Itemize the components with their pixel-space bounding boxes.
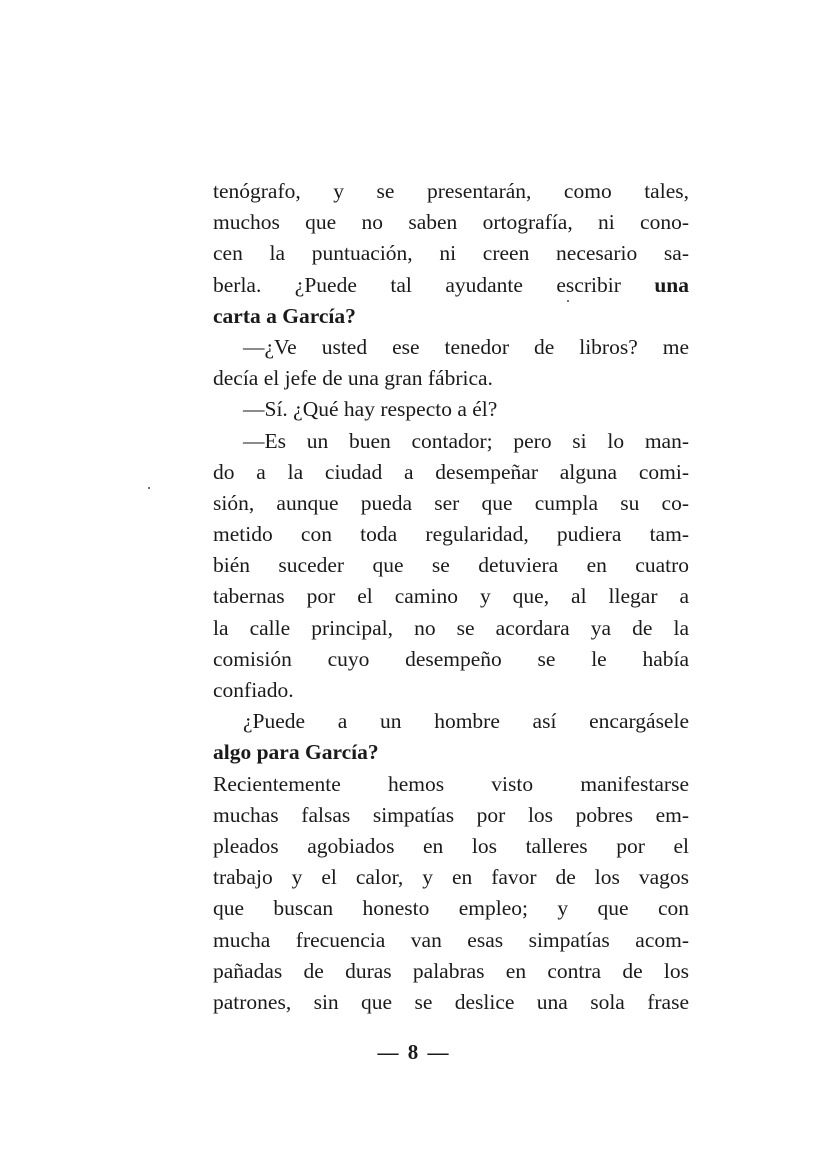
text-segment: comisión cuyo desempeño se le había	[213, 646, 689, 671]
text-line	[213, 613, 689, 644]
page-number: — 8 —	[377, 1040, 451, 1064]
text-segment: Recientemente hemos visto manifestarse	[213, 771, 689, 796]
text-line	[213, 426, 689, 457]
body-text	[213, 176, 689, 1018]
text-segment: —Sí. ¿Qué hay respecto a él?	[243, 397, 498, 422]
text-line	[213, 270, 689, 301]
text-segment: que buscan honesto empleo; y que con	[213, 896, 689, 921]
bold-text-segment: una	[654, 272, 689, 297]
text-line	[213, 488, 689, 519]
text-line	[213, 831, 689, 862]
text-line	[213, 737, 689, 768]
text-line	[213, 769, 689, 800]
text-segment: do a la ciudad a desempeñar alguna comi-	[213, 459, 689, 484]
scan-speck	[148, 487, 150, 489]
scan-speck	[567, 300, 569, 302]
text-segment: tabernas por el camino y que, al llegar a	[213, 584, 689, 609]
text-segment: —¿Ve usted ese tenedor de libros? me	[243, 334, 689, 359]
text-line	[213, 457, 689, 488]
text-segment: cen la puntuación, ni creen necesario sa-	[213, 241, 689, 266]
text-line	[213, 332, 689, 363]
text-line	[213, 956, 689, 987]
text-segment: trabajo y el calor, y en favor de los vagos	[213, 865, 689, 890]
text-segment: muchos que no saben ortografía, ni cono-	[213, 210, 689, 235]
text-line	[213, 363, 689, 394]
text-line	[213, 207, 689, 238]
text-segment: la calle principal, no se acordara ya de la	[213, 615, 689, 640]
text-segment: patrones, sin que se deslice una sola frase	[213, 989, 689, 1014]
text-line	[213, 550, 689, 581]
text-line	[213, 800, 689, 831]
text-segment: pleados agobiados en los talleres por el	[213, 833, 689, 858]
text-segment: —Es un buen contador; pero si lo man-	[243, 428, 689, 453]
text-segment: bién suceder que se detuviera en cuatro	[213, 553, 689, 578]
text-segment: pañadas de duras palabras en contra de los	[213, 958, 689, 983]
text-segment: ¿Puede a un hombre así encargásele	[243, 709, 689, 734]
text-line	[213, 581, 689, 612]
text-segment: mucha frecuencia van esas simpatías acom-	[213, 927, 689, 952]
text-line	[213, 394, 689, 425]
bold-text-segment: algo para García?	[213, 740, 379, 765]
text-line	[213, 987, 689, 1018]
text-line	[213, 862, 689, 893]
text-line	[213, 644, 689, 675]
bold-text-segment: carta a García?	[213, 303, 356, 328]
text-line	[213, 925, 689, 956]
text-segment: berla. ¿Puede tal ayudante escribir	[213, 272, 655, 297]
text-line	[213, 519, 689, 550]
text-line	[213, 675, 689, 706]
text-segment: sión, aunque pueda ser que cumpla su co-	[213, 490, 689, 515]
text-segment: muchas falsas simpatías por los pobres em-	[213, 802, 689, 827]
text-segment: decía el jefe de una gran fábrica.	[213, 366, 493, 391]
text-line	[213, 301, 689, 332]
text-line	[213, 238, 689, 269]
text-line	[213, 176, 689, 207]
text-segment: metido con toda regularidad, pudiera tam-	[213, 522, 689, 547]
text-line	[213, 893, 689, 924]
text-segment: confiado.	[213, 678, 294, 702]
text-line	[213, 706, 689, 737]
text-segment: tenógrafo, y se presentarán, como tales,	[213, 179, 689, 203]
